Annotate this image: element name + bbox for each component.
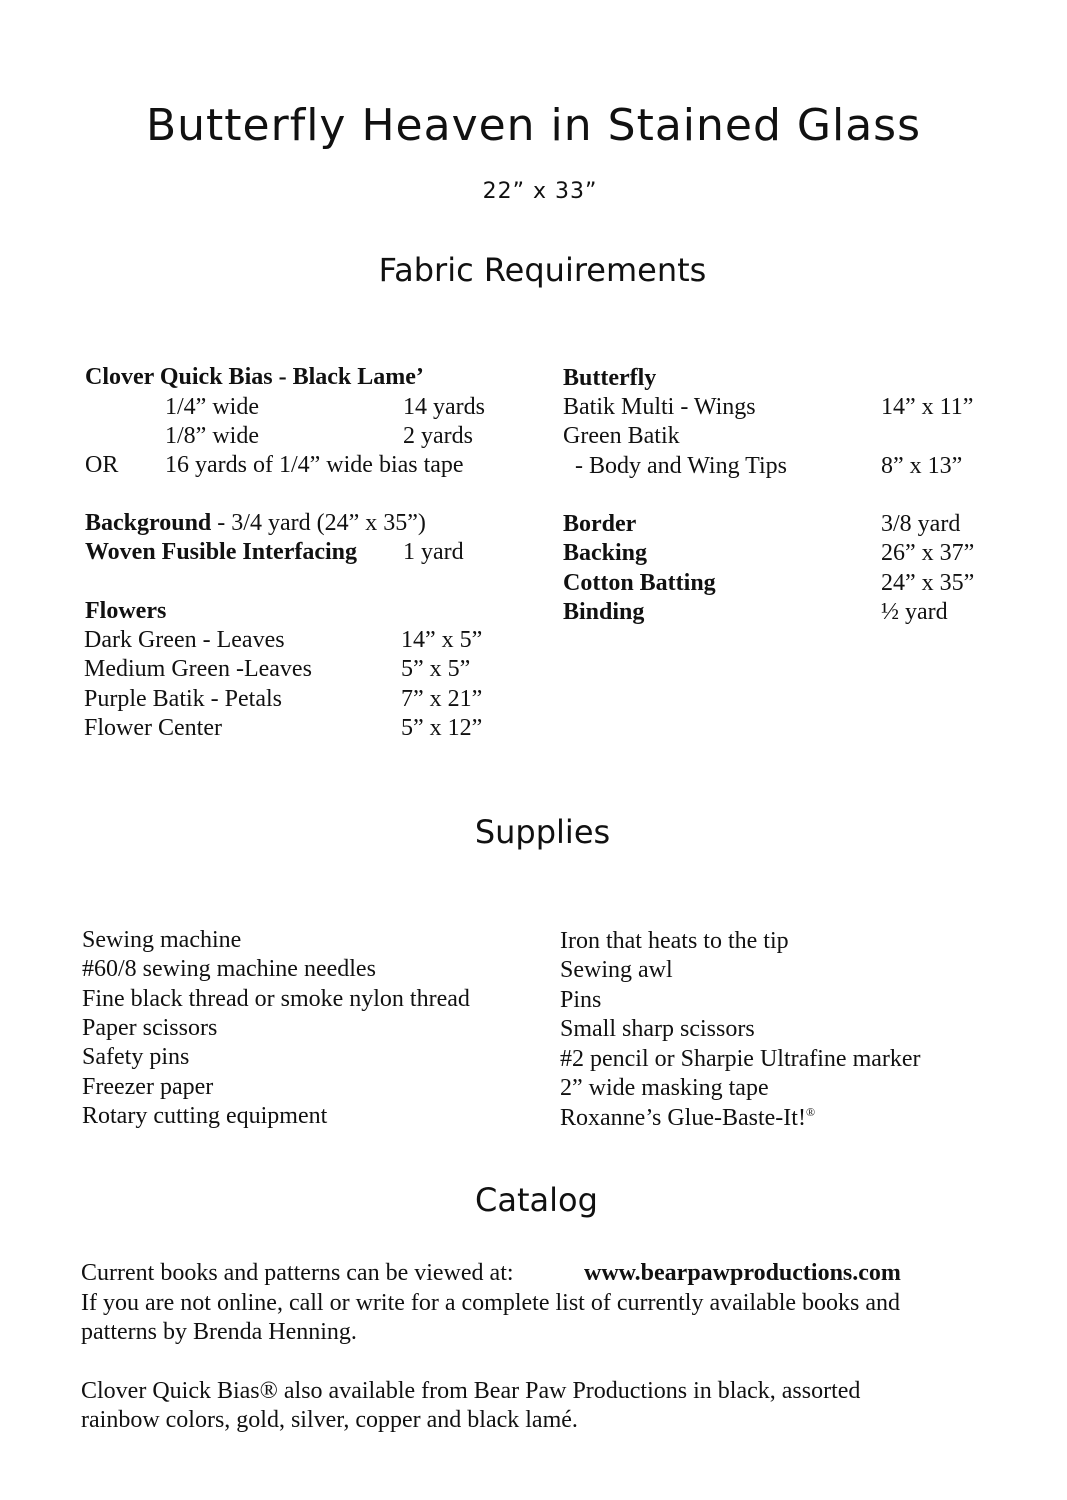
catalog-line: If you are not online, call or write for a complete list of currently available books and <box>81 1290 901 1316</box>
flowers-row-value: 14” x 5” <box>401 627 483 653</box>
catalog-line: Clover Quick Bias® also available from Bear Paw Productions in black, assorted <box>81 1378 861 1404</box>
catalog-heading: Catalog <box>475 1181 598 1219</box>
finishing-label: Backing <box>563 540 648 566</box>
catalog-line: rainbow colors, gold, silver, copper and black lamé. <box>81 1407 578 1433</box>
butterfly-row-value: 8” x 13” <box>881 453 963 479</box>
supply-item: Fine black thread or smoke nylon thread <box>82 986 470 1012</box>
flowers-row-label: Purple Batik - Petals <box>84 686 282 712</box>
flowers-row-value: 7” x 21” <box>401 686 483 712</box>
finishing-label: Cotton Batting <box>563 570 716 596</box>
finishing-value: 3/8 yard <box>881 511 961 537</box>
butterfly-heading: Butterfly <box>563 365 657 391</box>
supply-item: Rotary cutting equipment <box>82 1103 328 1129</box>
butterfly-row-label: Green Batik <box>563 423 680 449</box>
supply-item: Paper scissors <box>82 1015 218 1041</box>
supply-item: #2 pencil or Sharpie Ultrafine marker <box>560 1046 921 1072</box>
supply-item: Freezer paper <box>82 1074 214 1100</box>
butterfly-row-label: Batik Multi - Wings <box>563 394 756 420</box>
finishing-value: ½ yard <box>881 599 948 625</box>
catalog-line: patterns by Brenda Henning. <box>81 1319 357 1345</box>
flowers-row-value: 5” x 5” <box>401 656 471 682</box>
supply-item-text: Roxanne’s Glue-Baste-It! <box>560 1105 806 1131</box>
finishing-value: 26” x 37” <box>881 540 975 566</box>
bias-row-label: 1/4” wide <box>165 394 259 420</box>
supply-item: Small sharp scissors <box>560 1016 755 1042</box>
flowers-row-label: Flower Center <box>84 715 222 741</box>
bias-heading: Clover Quick Bias - Black Lame’ <box>85 364 424 390</box>
catalog-url-link[interactable]: www.bearpawproductions.com <box>584 1260 901 1286</box>
butterfly-row-value: 14” x 11” <box>881 394 974 420</box>
supplies-heading: Supplies <box>474 813 611 851</box>
background-line <box>85 509 426 537</box>
supply-item: Safety pins <box>82 1044 190 1070</box>
page-title: Butterfly Heaven in Stained Glass <box>145 100 922 151</box>
bias-row-value: 2 yards <box>403 423 473 449</box>
supply-item: Sewing machine <box>82 927 242 953</box>
flowers-row-label: Medium Green -Leaves <box>84 656 312 682</box>
finishing-label: Binding <box>563 599 645 625</box>
background-value: - 3/4 yard (24” x 35”) <box>211 510 426 536</box>
catalog-line: Current books and patterns can be viewed at: <box>81 1260 514 1286</box>
flowers-row-label: Dark Green - Leaves <box>84 627 285 653</box>
bias-row-label: 1/8” wide <box>165 423 259 449</box>
supply-item-glue <box>560 1104 815 1132</box>
finishing-value: 24” x 35” <box>881 570 975 596</box>
butterfly-row-label: - Body and Wing Tips <box>563 453 787 479</box>
supply-item: #60/8 sewing machine needles <box>82 956 376 982</box>
registered-mark: ® <box>805 1105 816 1119</box>
fabric-requirements-heading: Fabric Requirements <box>378 251 707 289</box>
bias-or-label: OR <box>85 452 119 478</box>
finished-size: 22” x 33” <box>482 179 598 204</box>
finishing-label: Border <box>563 511 637 537</box>
bias-row-value: 14 yards <box>403 394 485 420</box>
interfacing-value: 1 yard <box>403 539 464 565</box>
supply-item: Sewing awl <box>560 957 673 983</box>
supply-item: Iron that heats to the tip <box>560 928 789 954</box>
flowers-row-value: 5” x 12” <box>401 715 483 741</box>
flowers-heading: Flowers <box>85 598 167 624</box>
bias-or-text: 16 yards of 1/4” wide bias tape <box>165 452 464 478</box>
interfacing-label: Woven Fusible Interfacing <box>85 539 358 565</box>
supply-item: Pins <box>560 987 602 1013</box>
supply-item: 2” wide masking tape <box>560 1075 769 1101</box>
background-label: Background <box>85 510 212 536</box>
